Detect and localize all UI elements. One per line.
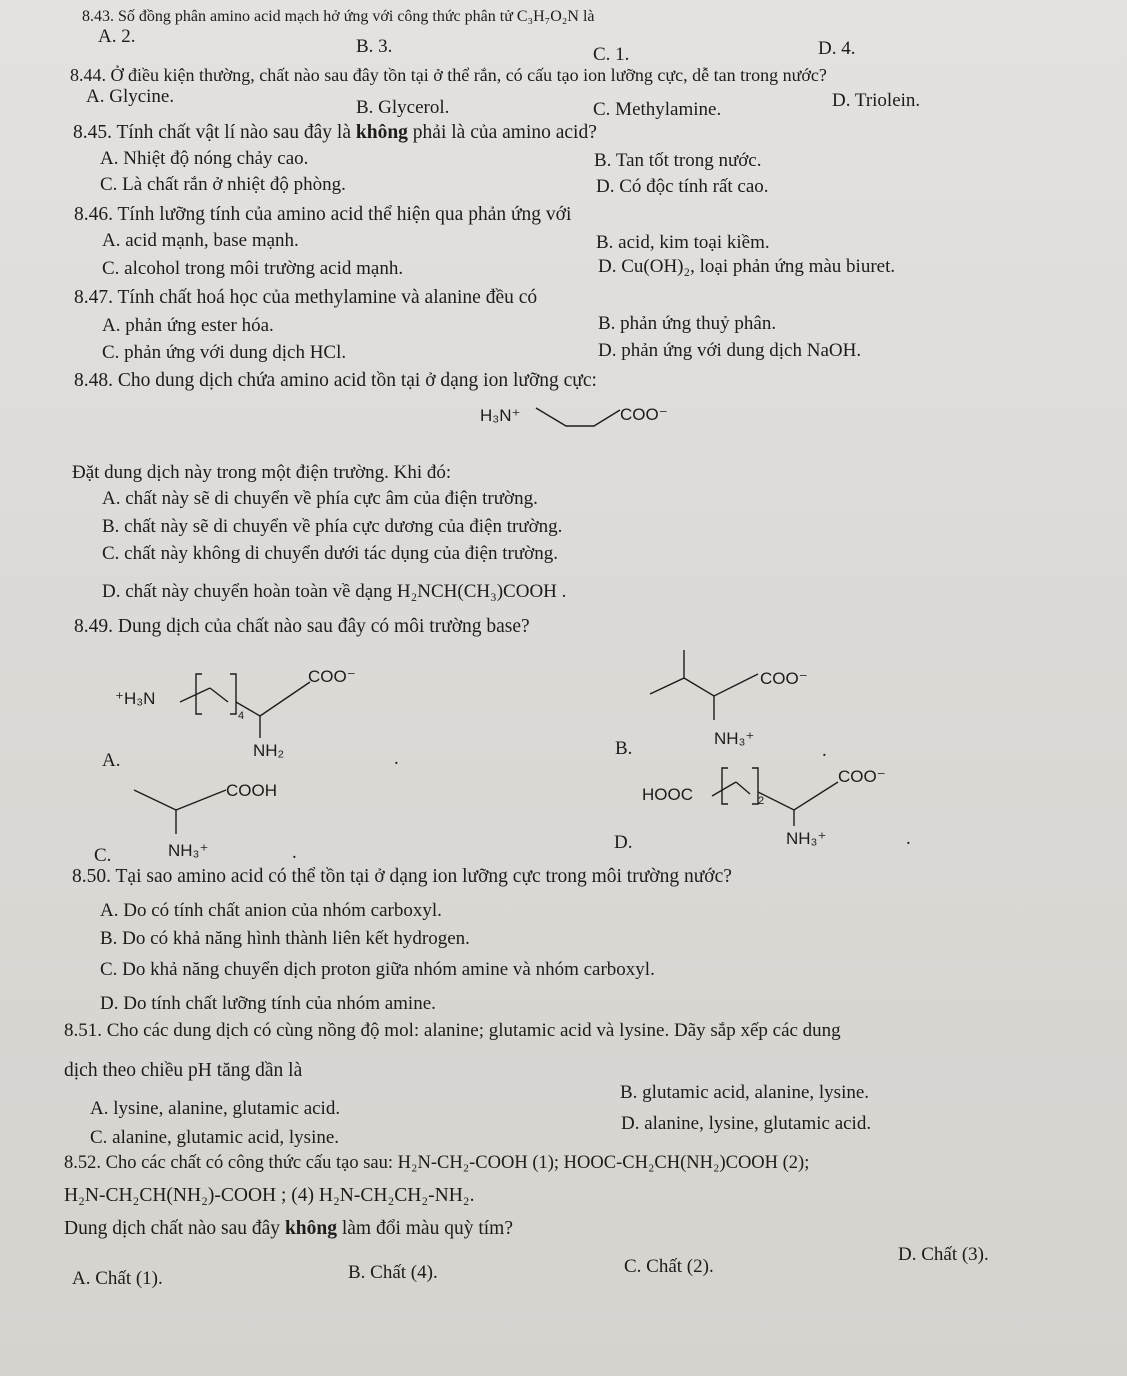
carboxylate-label: COO⁻: [838, 767, 886, 786]
question-8-44-stem: 8.44. Ở điều kiện thường, chất nào sau đây tồn tại ở thể rắn, có cấu tạo ion lưỡng cực, dễ tan trong nước?: [70, 65, 827, 85]
option-c: C. alanine, glutamic acid, lysine.: [90, 1127, 340, 1148]
option-a: A. Nhiệt độ nóng chảy cao.: [100, 148, 309, 169]
option-a: A. chất này sẽ di chuyển về phía cực âm của điện trường.: [102, 488, 538, 509]
option-c: C. phản ứng với dung dịch HCl.: [102, 342, 347, 363]
option-d-label: D.: [614, 832, 633, 853]
option-d: D. 4.: [818, 38, 856, 59]
ammonium-label: ⁺H₃N: [115, 689, 156, 708]
stem-suffix: phải là của amino acid?: [407, 122, 597, 143]
option-b: B. Chất (4).: [348, 1262, 438, 1283]
question-8-49-stem: 8.49. Dung dịch của chất nào sau đây có môi trường base?: [74, 616, 530, 637]
question-8-51-stem-line2: dịch theo chiều pH tăng dần là: [64, 1060, 303, 1081]
question-8-43-stem: 8.43. Số đồng phân amino acid mạch hở ứng với công thức phân tử C₃H₇O₂N là: [82, 8, 595, 25]
amino-label: NH₂: [253, 741, 285, 760]
option-d-structure: [640, 752, 900, 852]
stem-prefix: Dung dịch chất nào sau đây: [64, 1218, 285, 1239]
option-d: D. Do tính chất lưỡng tính của nhóm amine.: [100, 993, 436, 1014]
question-8-48-intro: Đặt dung dịch này trong một điện trường. Khi đó:: [72, 462, 452, 483]
question-8-52-stem-line2: H₂N-CH₂CH(NH₂)-COOH ; (4) H₂N-CH₂CH₂-NH₂.: [64, 1185, 475, 1206]
option-b: B. Tan tốt trong nước.: [594, 150, 762, 171]
stem-emphasis: không: [284, 1218, 337, 1239]
ammonium-label: NH₃⁺: [786, 829, 827, 848]
option-d: D. Có độc tính rất cao.: [596, 176, 769, 197]
option-b: B. Glycerol.: [356, 97, 450, 118]
ammonium-label: NH₃⁺: [714, 729, 755, 748]
option-c-label: C.: [94, 845, 112, 866]
ammonium-label: NH₃⁺: [168, 841, 209, 860]
question-8-50-stem: 8.50. Tại sao amino acid có thể tồn tại ở dạng ion lưỡng cực trong môi trường nước?: [72, 866, 732, 887]
option-d: D. Chất (3).: [898, 1244, 989, 1265]
option-c: C. Methylamine.: [593, 99, 722, 120]
option-c: C. 1.: [593, 44, 630, 65]
question-8-52-stem-line3: [64, 1218, 513, 1240]
separator-dot: .: [394, 748, 399, 769]
separator-dot: .: [906, 828, 911, 849]
option-c: C. Chất (2).: [624, 1256, 714, 1277]
repeat-count: 4: [238, 710, 245, 722]
option-b: B. chất này sẽ di chuyển về phía cực dương của điện trường.: [102, 516, 563, 537]
option-a: A. lysine, alanine, glutamic acid.: [90, 1098, 341, 1119]
option-c: C. Là chất rắn ở nhiệt độ phòng.: [100, 174, 346, 195]
question-8-45-stem: [73, 122, 597, 144]
option-d: D. alanine, lysine, glutamic acid.: [621, 1113, 872, 1134]
separator-dot: .: [292, 842, 297, 863]
option-c: C. alcohol trong môi trường acid mạnh.: [102, 258, 404, 279]
stem-prefix: 8.45. Tính chất vật lí nào sau đây là: [73, 122, 356, 143]
option-a: A. Do có tính chất anion của nhóm carboxyl.: [100, 900, 442, 921]
carboxyl-label: COOH: [226, 781, 277, 800]
question-8-48-stem: 8.48. Cho dung dịch chứa amino acid tồn tại ở dạng ion lưỡng cực:: [74, 370, 597, 391]
option-c-structure: [130, 772, 330, 862]
option-b: B. glutamic acid, alanine, lysine.: [620, 1082, 870, 1103]
question-8-47-stem: 8.47. Tính chất hoá học của methylamine và alanine đều có: [74, 287, 538, 308]
repeat-count: 2: [758, 795, 765, 807]
option-c: C. chất này không di chuyển dưới tác dụng của điện trường.: [102, 543, 558, 564]
option-a: A. Glycine.: [86, 86, 175, 107]
zwitterion-structure: [470, 396, 670, 436]
option-a: A. 2.: [98, 26, 136, 47]
option-d: D. chất này chuyển hoàn toàn về dạng H₂NCH(CH₃)COOH .: [102, 581, 567, 602]
option-b: B. acid, kim toại kiềm.: [596, 232, 770, 253]
option-a: A. Chất (1).: [72, 1268, 163, 1289]
carboxylate-label: COO⁻: [308, 667, 356, 686]
option-a-label: A.: [102, 750, 121, 771]
stem-emphasis: không: [355, 122, 408, 143]
option-d: D. phản ứng với dung dịch NaOH.: [598, 340, 862, 361]
separator-dot: .: [822, 740, 827, 761]
option-b-structure: [640, 644, 840, 754]
option-d: D. Triolein.: [832, 90, 921, 111]
option-a-structure: [110, 656, 380, 766]
option-b: B. Do có khả năng hình thành liên kết hydrogen.: [100, 928, 470, 949]
option-c: C. Do khả năng chuyển dịch proton giữa nhóm amine và nhóm carboxyl.: [100, 959, 655, 980]
option-a: A. phản ứng ester hóa.: [102, 315, 274, 336]
ammonium-group-label: H₃N⁺: [480, 406, 521, 425]
option-b: B. 3.: [356, 36, 393, 57]
stem-suffix: làm đổi màu quỳ tím?: [336, 1218, 513, 1239]
question-8-46-stem: 8.46. Tính lưỡng tính của amino acid thể hiện qua phản ứng với: [74, 204, 572, 225]
question-8-52-stem-line1: 8.52. Cho các chất có công thức cấu tạo sau: H₂N-CH₂-COOH (1); HOOC-CH₂CH(NH₂)COOH (2);: [64, 1153, 810, 1173]
carboxyl-label: HOOC: [642, 785, 693, 804]
option-a: A. acid mạnh, base mạnh.: [102, 230, 299, 251]
carboxylate-group-label: COO⁻: [620, 405, 668, 424]
option-d: D. Cu(OH)₂, loại phản ứng màu biuret.: [598, 256, 896, 277]
option-b: B. phản ứng thuỷ phân.: [598, 313, 777, 334]
question-8-51-stem-line1: 8.51. Cho các dung dịch có cùng nồng độ mol: alanine; glutamic acid và lysine. Dãy sắp xếp các dung: [64, 1020, 841, 1041]
option-b-label: B.: [615, 738, 633, 759]
carboxylate-label: COO⁻: [760, 669, 808, 688]
